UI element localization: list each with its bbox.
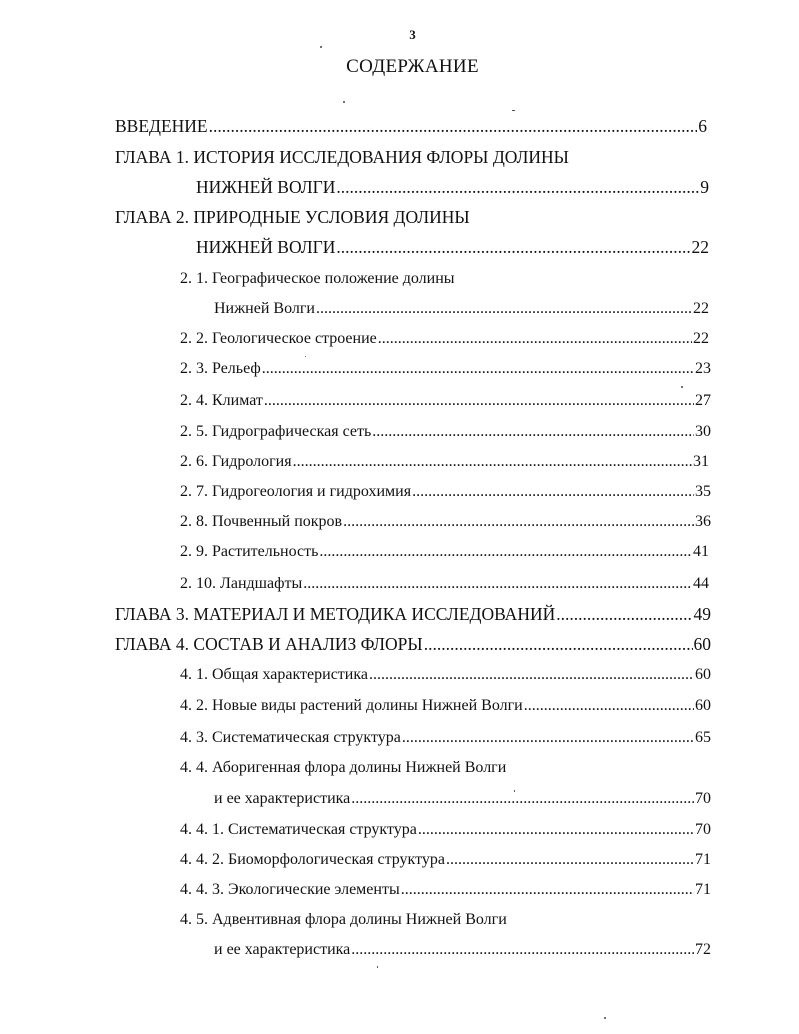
toc-entry-2-7 — [180, 480, 711, 504]
toc-entry-page: 72 — [695, 941, 711, 958]
toc-entry-page: 35 — [695, 483, 711, 500]
toc-entry-title: 2. 9. Растительность — [180, 543, 319, 560]
toc-leader-dots — [343, 510, 694, 534]
toc-entry-title: НИЖНЕЙ ВОЛГИ — [196, 237, 336, 257]
toc-entry-chapter-3 — [115, 602, 711, 626]
document-title: СОДЕРЖАНИЕ — [346, 56, 479, 77]
toc-leader-dots — [351, 787, 694, 811]
toc-entry-4-2 — [180, 694, 711, 718]
toc-entry-page: 70 — [695, 790, 711, 807]
toc-leader-dots — [316, 297, 692, 321]
toc-entry-title: и ее характеристика — [214, 941, 351, 958]
toc-leader-dots — [424, 632, 693, 656]
toc-entry-2-5 — [180, 420, 711, 444]
toc-entry-page: 6 — [698, 116, 707, 136]
toc-leader-dots — [264, 389, 694, 413]
toc-leader-dots — [446, 848, 694, 872]
toc-entry-title: 2. 8. Почвенный покров — [180, 513, 343, 530]
toc-entry-4-5-cont — [214, 938, 711, 962]
toc-entry-page: 27 — [695, 392, 711, 409]
toc-leader-dots — [556, 602, 692, 626]
toc-entry-4-1 — [180, 663, 711, 687]
toc-leader-dots — [369, 663, 694, 687]
toc-leader-dots — [412, 480, 694, 504]
toc-leader-dots — [319, 540, 692, 564]
toc-entry-chapter-1-cont — [196, 175, 709, 199]
toc-entry-4-4 — [180, 756, 506, 780]
toc-entry-title: и ее характеристика — [214, 790, 351, 807]
toc-entry-page: 60 — [695, 666, 711, 683]
toc-leader-dots — [372, 420, 694, 444]
toc-entry-title: 2. 5. Гидрографическая сеть — [180, 423, 372, 440]
toc-entry-2-1 — [180, 267, 455, 291]
toc-entry-title: ГЛАВА 1. ИСТОРИЯ ИССЛЕДОВАНИЯ ФЛОРЫ ДОЛИНЫ — [115, 147, 569, 167]
toc-entry-page: 60 — [695, 697, 711, 714]
toc-entry-title: 4. 4. Аборигенная флора долины Нижней Волги — [180, 759, 507, 776]
toc-entry-4-4-3 — [180, 878, 711, 902]
toc-entry-4-4-2 — [180, 848, 711, 872]
toc-entry-title: ВВЕДЕНИЕ — [115, 116, 208, 136]
toc-entry-title: 4. 4. 3. Экологические элементы — [180, 881, 400, 898]
toc-entry-page: 71 — [695, 851, 711, 868]
toc-entry-title: 4. 4. 1. Систематическая структура — [180, 821, 417, 838]
scan-speck — [681, 386, 683, 388]
toc-entry-2-9 — [180, 540, 709, 564]
toc-entry-page: 44 — [693, 575, 709, 592]
toc-entry-page: 60 — [693, 634, 711, 654]
scan-speck — [604, 1017, 606, 1019]
toc-entry-title: 4. 5. Адвентивная флора долины Нижней Волги — [180, 911, 507, 928]
toc-entry-2-2 — [180, 327, 709, 351]
toc-entry-page: 36 — [695, 513, 711, 530]
toc-entry-chapter-2-cont — [196, 235, 709, 259]
scan-speck — [377, 966, 378, 968]
toc-entry-title: 4. 2. Новые виды растений долины Нижней Волги — [180, 697, 523, 714]
toc-entry-2-1-cont — [214, 297, 709, 321]
toc-entry-2-3 — [180, 357, 711, 381]
toc-entry-page: 22 — [691, 237, 709, 257]
toc-entry-chapter-4 — [115, 632, 711, 656]
toc-entry-page: 31 — [693, 453, 709, 470]
scan-speck — [343, 101, 345, 103]
toc-leader-dots — [262, 357, 694, 381]
scan-speck — [305, 356, 306, 357]
toc-entry-title: 2. 2. Геологическое строение — [180, 330, 377, 347]
toc-entry-title: 2. 3. Рельеф — [180, 360, 261, 377]
page-number: 3 — [409, 27, 416, 42]
toc-entry-title: НИЖНЕЙ ВОЛГИ — [196, 177, 336, 197]
toc-entry-2-8 — [180, 510, 711, 534]
toc-leader-dots — [418, 818, 694, 842]
toc-entry-title: Нижней Волги — [214, 300, 315, 317]
toc-entry-4-5 — [180, 908, 507, 932]
toc-entry-page: 70 — [695, 821, 711, 838]
scan-speck — [320, 46, 322, 48]
toc-entry-title: 2. 4. Климат — [180, 392, 263, 409]
toc-entry-title: 4. 3. Систематическая структура — [180, 729, 401, 746]
toc-leader-dots — [336, 235, 690, 259]
toc-entry-page: 23 — [695, 360, 711, 377]
toc-leader-dots — [336, 175, 699, 199]
toc-leader-dots — [209, 114, 698, 138]
toc-entry-2-4 — [180, 389, 711, 413]
toc-entry-title: ГЛАВА 2. ПРИРОДНЫЕ УСЛОВИЯ ДОЛИНЫ — [115, 207, 470, 227]
toc-leader-dots — [303, 572, 692, 596]
toc-leader-dots — [293, 450, 692, 474]
toc-entry-introduction — [115, 114, 707, 138]
toc-entry-page: 9 — [700, 177, 709, 197]
toc-entry-chapter-2 — [115, 205, 470, 229]
toc-leader-dots — [378, 327, 692, 351]
toc-entry-chapter-1 — [115, 145, 569, 169]
toc-entry-title: 2. 1. Географическое положение долины — [180, 270, 455, 287]
toc-entry-2-10 — [180, 572, 709, 596]
toc-entry-title: 2. 10. Ландшафты — [180, 575, 303, 592]
toc-entry-page: 22 — [693, 330, 709, 347]
toc-entry-page: 71 — [695, 881, 711, 898]
scan-speck — [512, 110, 515, 111]
toc-entry-title: 4. 1. Общая характеристика — [180, 666, 368, 683]
toc-entry-4-3 — [180, 726, 711, 750]
toc-entry-2-6 — [180, 450, 709, 474]
toc-leader-dots — [402, 726, 694, 750]
toc-leader-dots — [524, 694, 694, 718]
toc-leader-dots — [351, 938, 694, 962]
toc-entry-title: 4. 4. 2. Биоморфологическая структура — [180, 851, 445, 868]
toc-entry-4-4-cont — [214, 787, 711, 811]
toc-entry-title: ГЛАВА 3. МАТЕРИАЛ И МЕТОДИКА ИССЛЕДОВАНИЙ — [115, 604, 556, 624]
scan-speck — [514, 790, 515, 792]
toc-entry-title: ГЛАВА 4. СОСТАВ И АНАЛИЗ ФЛОРЫ — [115, 634, 423, 654]
toc-entry-page: 49 — [693, 604, 711, 624]
toc-entry-page: 65 — [695, 729, 711, 746]
toc-entry-title: 2. 6. Гидрология — [180, 453, 292, 470]
toc-leader-dots — [401, 878, 694, 902]
toc-entry-page: 30 — [695, 423, 711, 440]
toc-entry-title: 2. 7. Гидрогеология и гидрохимия — [180, 483, 412, 500]
toc-entry-page: 41 — [693, 543, 709, 560]
toc-entry-page: 22 — [693, 300, 709, 317]
toc-entry-4-4-1 — [180, 818, 711, 842]
